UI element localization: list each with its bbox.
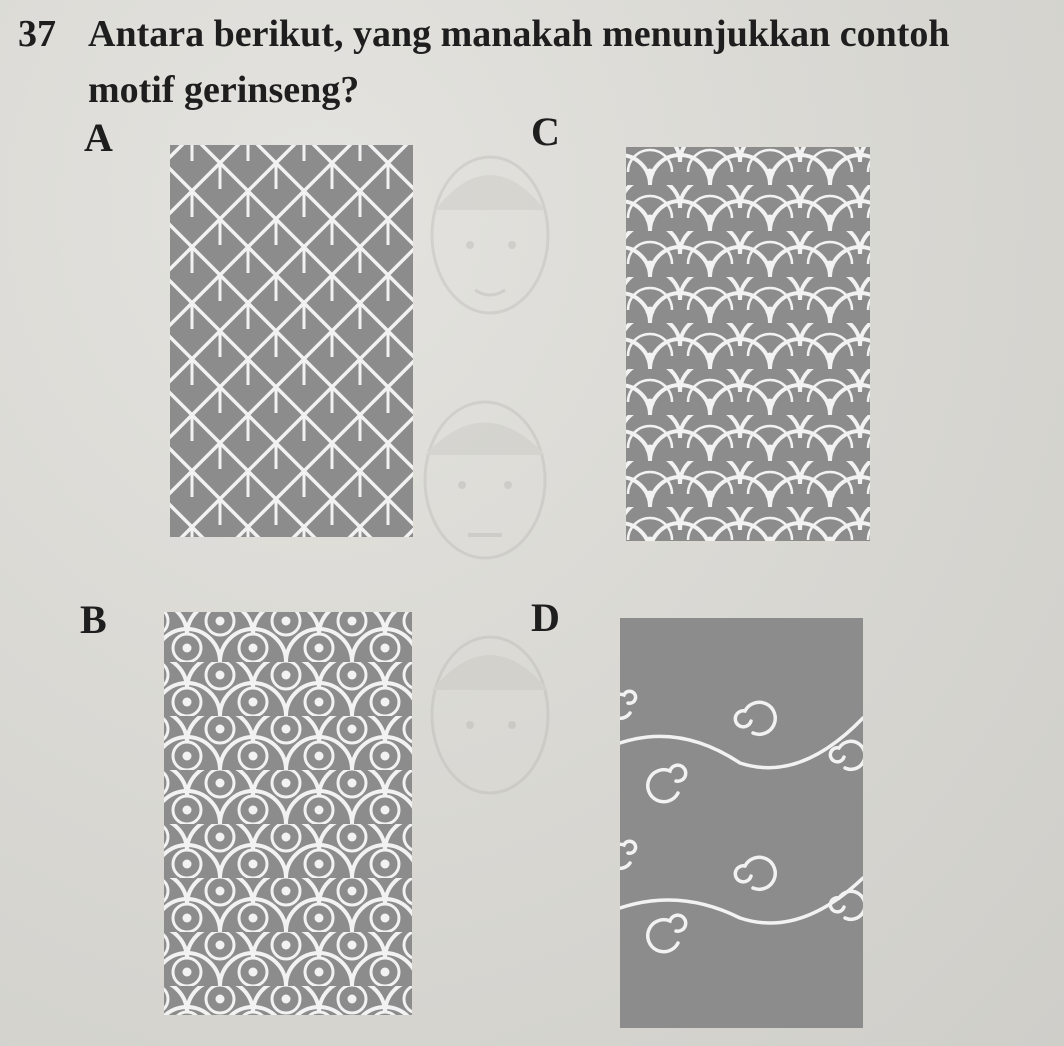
faded-face-illustration [420,140,560,340]
option-d-pattern[interactable] [620,618,863,1028]
question-line-1 [18,6,1058,62]
question-text-line-2: motif gerinseng? [88,69,360,111]
option-b-pattern[interactable] [164,612,412,1015]
option-c-label[interactable]: C [531,109,560,154]
question-number: 37 [18,13,56,55]
faded-face-illustration [420,620,560,810]
option-b-label[interactable]: B [80,597,107,642]
faded-face-illustration [410,385,560,575]
option-a-pattern[interactable] [170,145,413,537]
question [18,6,1058,118]
option-d-label[interactable]: D [531,595,560,640]
question-text-line-1: Antara berikut, yang manakah menunjukkan contoh [88,13,950,55]
option-a-label[interactable]: A [84,115,113,160]
option-c-pattern[interactable] [626,147,870,541]
